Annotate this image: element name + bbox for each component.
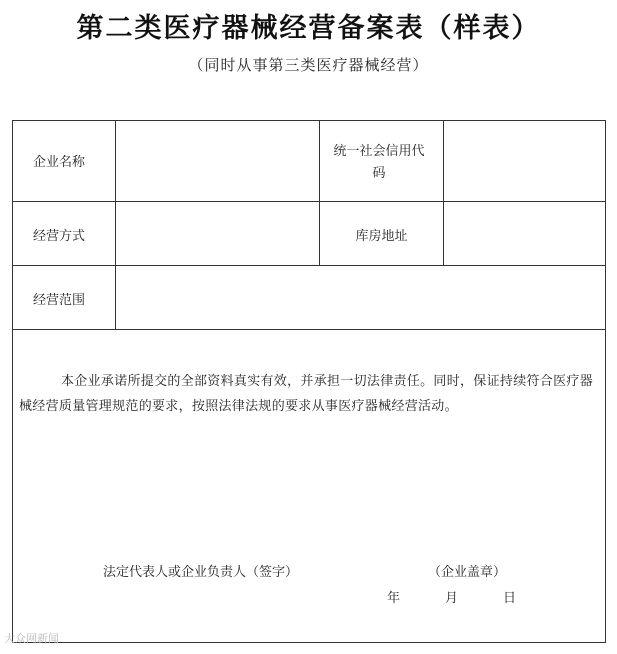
date-month-label: 月 bbox=[445, 591, 459, 606]
business-scope-label: 经营范围 bbox=[33, 293, 86, 308]
document-title: 第二类医疗器械经营备案表（样表） bbox=[76, 13, 541, 44]
warehouse-address-label: 库房地址 bbox=[355, 229, 408, 244]
document-subtitle: （同时从事第三类医疗器械经营） bbox=[188, 56, 429, 74]
company-name-field[interactable] bbox=[116, 121, 319, 201]
warehouse-address-field[interactable] bbox=[444, 202, 605, 265]
credit-code-label: 统一社会信用代码 bbox=[333, 144, 425, 181]
date-year-label: 年 bbox=[387, 591, 401, 606]
watermark-logo: 大众网新闻 bbox=[4, 632, 59, 645]
filing-form-table bbox=[12, 120, 606, 643]
commitment-statement: 本企业承诺所提交的全部资料真实有效，并承担一切法律责任。同时，保证持续符合医疗器械经营质量管理规范的要求，按照法律法规的要求从事医疗器械经营活动。 bbox=[19, 374, 594, 414]
row-divider bbox=[13, 329, 605, 330]
credit-code-field[interactable] bbox=[444, 121, 605, 201]
operation-mode-field[interactable] bbox=[116, 202, 319, 265]
business-scope-field[interactable] bbox=[116, 266, 605, 329]
company-name-label: 企业名称 bbox=[33, 155, 86, 170]
date-day-label: 日 bbox=[503, 591, 517, 606]
operation-mode-label: 经营方式 bbox=[33, 229, 86, 244]
legal-rep-signature-label: 法定代表人或企业负责人（签字） bbox=[103, 565, 299, 580]
company-seal-label: （企业盖章） bbox=[428, 565, 507, 580]
